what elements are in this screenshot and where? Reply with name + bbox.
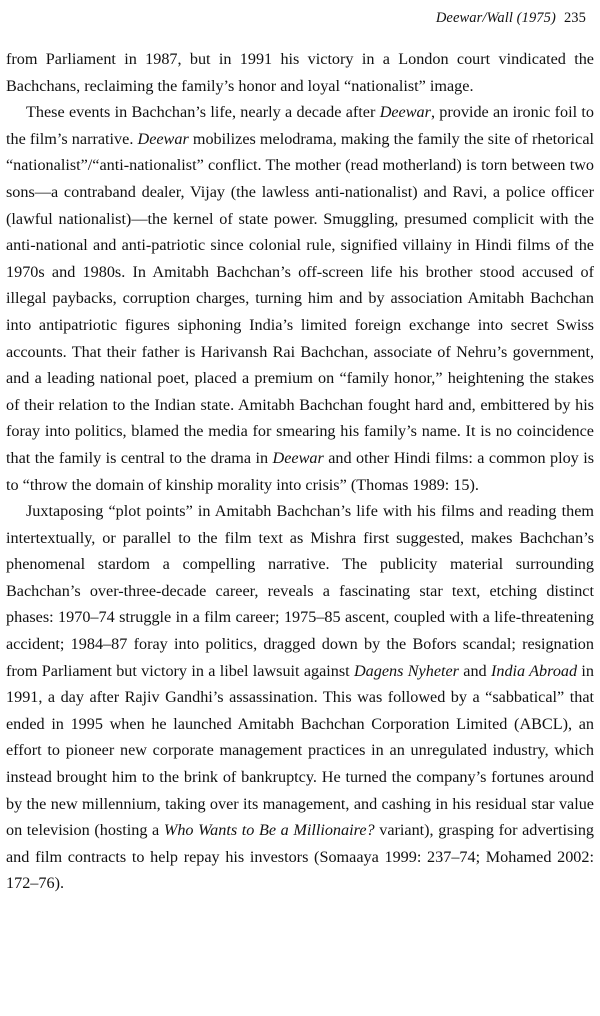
italic-title-text: Deewar [379,103,431,122]
page-number: 235 [563,10,586,26]
paragraph-text: These events in Bachchan’s life, nearly a decade after [26,103,380,122]
paragraph [6,498,594,897]
paragraph-text: , provide an ironic foil to the film’s narrative. [6,103,595,148]
paragraph [6,46,594,99]
paragraph-text: in 1991, a day after Rajiv Gandhi’s assassination. This was followed by a “sabbatical” that ended in 1995 when he launched Amitabh Bachchan Corporation Limited (ABCL), an effort to pioneer new corporate management practices in an unregulated industry, which instead brought him to the brink of bankruptcy. He turned the company’s fortunes around by the new millennium, taking over its management, and cashing in his residual star value on television (hosting a [6,661,594,840]
running-head [436,10,586,27]
paragraph [6,99,594,498]
paragraph-text: from Parliament in 1987, but in 1991 his victory in a London court vindicated the Bachchans, reclaiming the family’s honor and loyal “nationalist” image. [6,50,594,95]
paragraph-text: variant), grasping for advertising and film contracts to help repay his investors (Somaaya 1999: 237–74; Mohamed 2002: 172–76). [6,821,595,893]
italic-title-text: Dagens Nyheter [353,661,459,680]
italic-title-text: Deewar [272,448,324,467]
italic-title-text: Deewar [137,129,189,148]
running-title: Deewar/Wall (1975) [435,10,556,26]
paragraph-text: Juxtaposing “plot points” in Amitabh Bachchan’s life with his films and reading them intertextually, or parallel to the film text as Mishra first suggested, makes Bachchan’s phenomenal stardom a compelling narrative. The publicity material surrounding Bachchan’s over-three-decade career, reveals a fascinating star text, etching distinct phases: 1970–74 struggle in a film career; 1975–85 ascent, coupled with a life-threatening accident; 1984–87 foray into politics, dragged down by the Bofors scandal; resignation from Parliament but victory in a libel lawsuit against [6,502,594,680]
paragraph-text: and [458,661,491,680]
paragraph-text: mobilizes melodrama, making the family the site of rhetorical “nationalist”/“anti-nationalist” conflict. The mother (read motherland) is torn between two sons—a contraband dealer, Vijay (the lawless anti-nationalist) and Ravi, a police officer (lawful nationalist)—the kernel of state power. Smuggling, presumed complicit with the anti-national and anti-patriotic since colonial rule, signified villainy in Hindi films of the 1970s and 1980s. In Amitabh Bachchan’s off-screen life his brother stood accused of illegal paybacks, corruption charges, turning him and by association Amitabh Bachchan into antipatriotic figures siphoning India’s limited foreign exchange into secret Swiss accounts. That their father is Harivansh Rai Bachchan, associate of Nehru’s government, and a leading national poet, placed a premium on “family honor,” heightening the stakes of their relation to the Indian state. Amitabh Bachchan fought hard and, embittered by his foray into politics, blamed the media for smearing his family’s name. It is no coincidence that the family is central to the drama in [6,129,595,467]
paragraph-text: and other Hindi films: a common ploy is to “throw the domain of kinship morality into crisis” (Thomas 1989: 15). [6,448,595,494]
italic-title-text: Who Wants to Be a Millionaire? [163,821,375,840]
italic-title-text: India Abroad [490,661,578,680]
body-text [6,46,594,897]
